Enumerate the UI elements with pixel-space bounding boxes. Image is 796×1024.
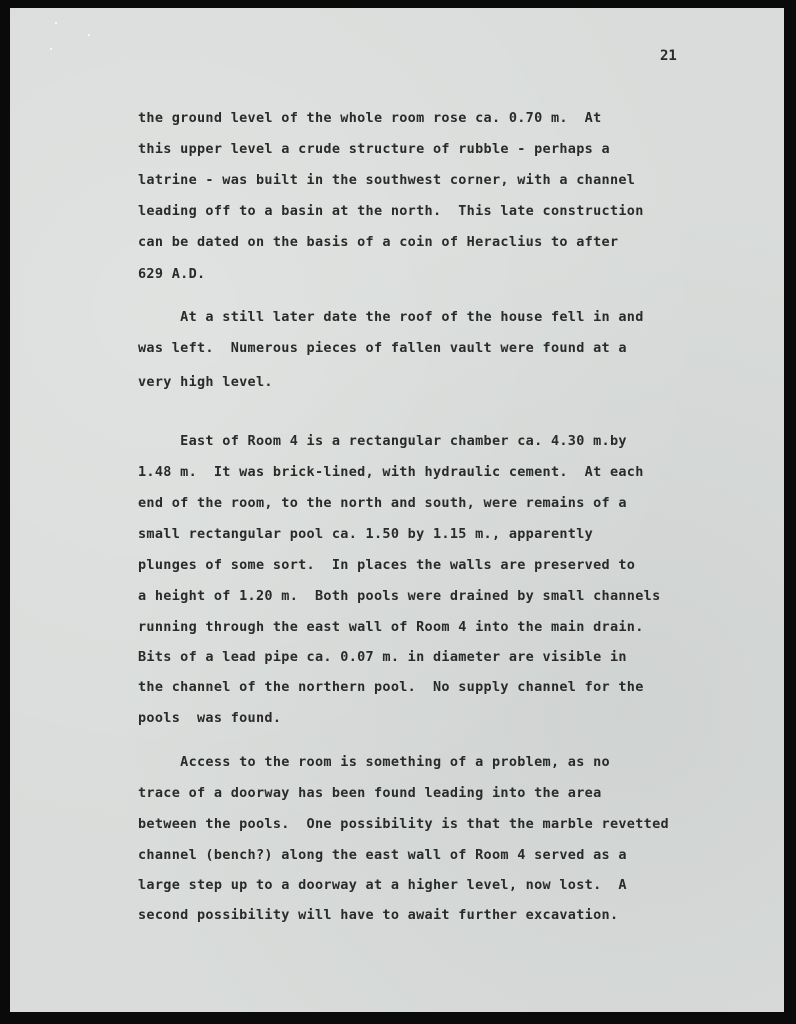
text-line: was left. Numerous pieces of fallen vault were found at a (138, 340, 627, 356)
text-line: the channel of the northern pool. No supply channel for the (138, 679, 644, 695)
text-line: 1.48 m. It was brick-lined, with hydraulic cement. At each (138, 464, 644, 480)
text-line: small rectangular pool ca. 1.50 by 1.15 m., apparently (138, 526, 594, 542)
text-line: very high level. (138, 374, 273, 390)
text-line: 629 A.D. (138, 266, 206, 282)
paper-speck (88, 34, 90, 36)
text-line: trace of a doorway has been found leading into the area (138, 785, 602, 801)
typed-page (10, 8, 784, 1012)
text-line: Access to the room is something of a problem, as no (138, 754, 610, 770)
text-line: this upper level a crude structure of rubble - perhaps a (138, 141, 610, 157)
text-line: East of Room 4 is a rectangular chamber ca. 4.30 m.by (138, 433, 627, 449)
text-line: end of the room, to the north and south, were remains of a (138, 495, 627, 511)
text-line: the ground level of the whole room rose ca. 0.70 m. At (138, 110, 602, 126)
paper-speck (55, 22, 57, 24)
text-line: running through the east wall of Room 4 into the main drain. (138, 619, 644, 635)
text-line: latrine - was built in the southwest corner, with a channel (138, 172, 636, 188)
text-line: channel (bench?) along the east wall of Room 4 served as a (138, 847, 627, 863)
text-line: pools was found. (138, 710, 282, 726)
text-line: plunges of some sort. In places the walls are preserved to (138, 557, 636, 573)
text-line: second possibility will have to await further excavation. (138, 907, 619, 923)
text-line: a height of 1.20 m. Both pools were drained by small channels (138, 588, 661, 604)
text-line: large step up to a doorway at a higher level, now lost. A (138, 877, 627, 893)
paper-speck (50, 48, 52, 50)
text-line: leading off to a basin at the north. This late construction (138, 203, 644, 219)
page-number: 21 (660, 48, 677, 64)
text-line: between the pools. One possibility is that the marble revetted (138, 816, 669, 832)
text-line: Bits of a lead pipe ca. 0.07 m. in diameter are visible in (138, 649, 627, 665)
text-line: At a still later date the roof of the house fell in and (138, 309, 644, 325)
text-line: can be dated on the basis of a coin of Heraclius to after (138, 234, 619, 250)
